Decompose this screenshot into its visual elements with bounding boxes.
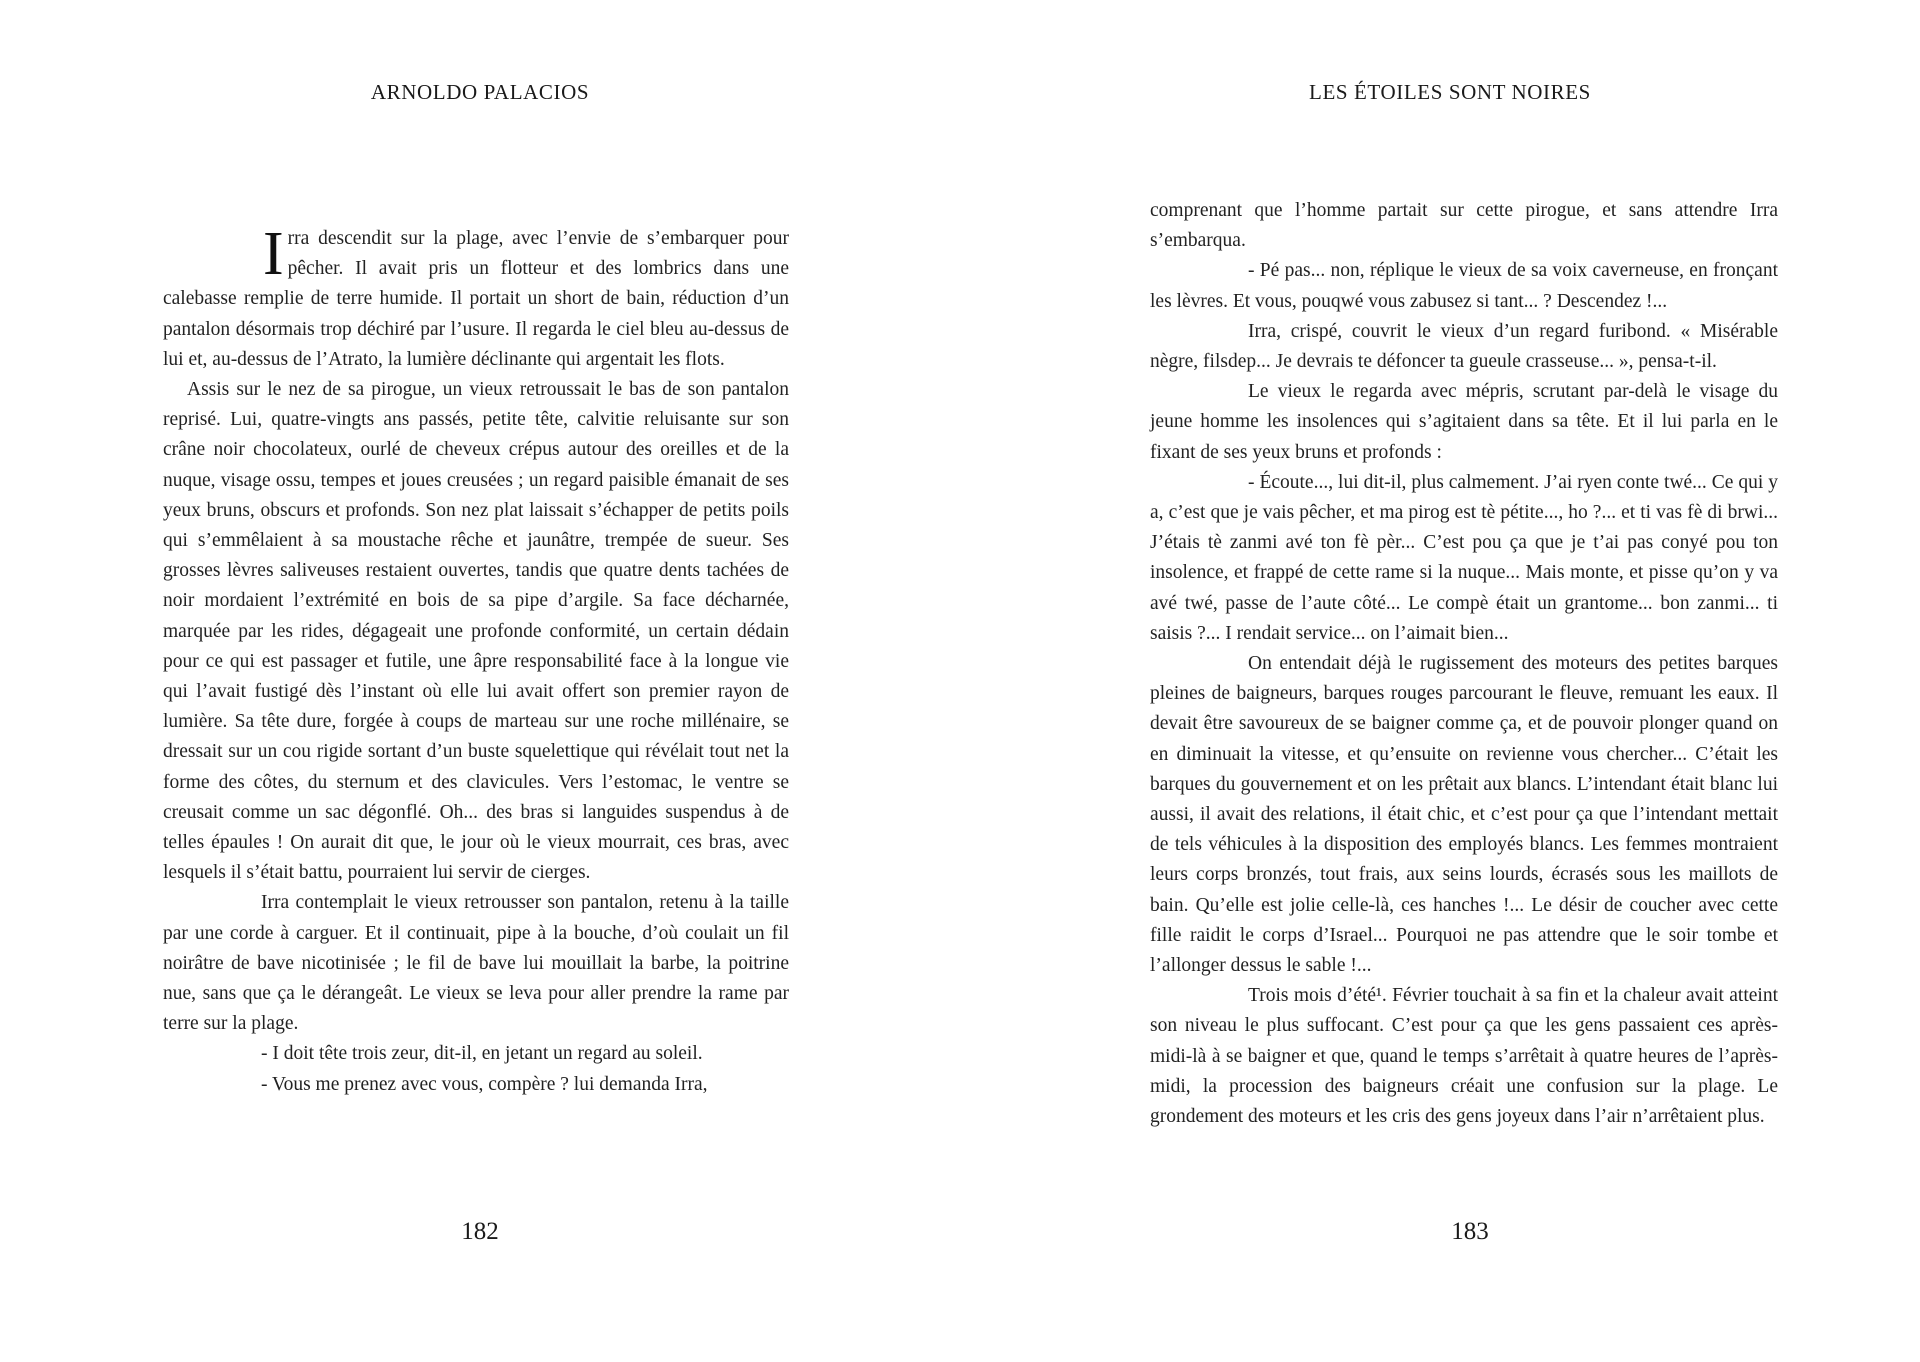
paragraph: Trois mois d’été¹. Février touchait à sa fin et la chaleur avait atteint son niveau le plus suffocant. C’est pour ça que les gens passaient ces après-midi-là à se baigner et que, quand le temps s’arrêtait à quatre heures de l’après-midi, la procession des baigneurs créait une confusion sur la plage. Le grondement des moteurs et les cris des gens joyeux dans l’air n’arrêtaient plus. xyxy=(1150,985,1778,1128)
paragraph: - Écoute..., lui dit-il, plus calmement. J’ai ryen conte twé... Ce qui y a, c’est que je vais pêcher, et ma pirog est tè pétite..., ho ?... et ti vas fè di brwi... J’étais tè zanmi avé ton fè pèr... C’est pou ça que je t’ai pas conyé pou ton insolence, et frappé de cette rame si la nuque... Mais monte, et pisse qu’on y va avé twé, passe de l’aute côté... Le compè était un grantome... bon zanmi... ti saisis ?... I rendait service... on l’aimait bien... xyxy=(1150,471,1778,644)
running-head-author: ARNOLDO PALACIOS xyxy=(370,80,590,104)
paragraph: comprenant que l’homme partait sur cette pirogue, et sans attendre Irra s’embarqua. xyxy=(1150,200,1778,252)
right-body-text xyxy=(1150,196,1778,1132)
paragraph: Assis sur le nez de sa pirogue, un vieux retroussait le bas de son pantalon reprisé. Lui, quatre-vingts ans passés, petite tête, calvitie reluisante sur son crâne noir chocolateux, ourlé de cheveux crépus autour des oreilles et de la nuque, visage ossu, tempes et joues creusées ; un regard paisible émanait de ses yeux bruns, obscurs et profonds. Son nez plat laissait s’échapper de petits poils qui s’emmêlaient à sa moustache rêche et jaunâtre, trempée de sueur. Ses grosses lèvres saliveuses restaient ouvertes, tandis que quatre dents tachées de noir mordaient l’extrémité en bois de sa pipe d’argile. Sa face décharnée, marquée par les rides, dégageait une profonde conformité, un certain dédain pour ce qui est passager et futile, une âpre responsabilité face à la longue vie qui l’avait fustigé dès l’instant où elle lui avait offert son premier rayon de lumière. Sa tête dure, forgée à coups de marteau sur une roche millénaire, se dressait sur un cou rigide sortant d’un buste squelettique qui révélait tout net la forme des côtes, du sternum et des clavicules. Vers l’estomac, le ventre se creusait comme un sac dégonflé. Oh... des bras si languides suspendus à de telles épaules ! On aurait dit que, le jour où le vieux mourrait, ces bras, avec lesquels il s’était battu, pourraient lui servir de cierges. xyxy=(163,379,789,884)
paragraph: - Pé pas... non, réplique le vieux de sa voix caverneuse, en fronçant les lèvres. Et vous, pouqwé vous zabusez si tant... ? Descendez !... xyxy=(1150,260,1778,312)
paragraph: - I doit tête trois zeur, dit-il, en jetant un regard au soleil. xyxy=(261,1043,703,1065)
left-body-text xyxy=(163,220,789,1100)
page-number: 182 xyxy=(461,1218,499,1245)
running-head-title: LES ÉTOILES SONT NOIRES xyxy=(1309,80,1591,104)
page-number: 183 xyxy=(1451,1218,1489,1245)
paragraph: - Vous me prenez avec vous, compère ? lui demanda Irra, xyxy=(261,1073,708,1095)
paragraph: Irra, crispé, couvrit le vieux d’un regard furibond. « Misérable nègre, filsdep... Je devrais te défoncer ta gueule crasseuse... », pensa-t-il. xyxy=(1150,320,1778,373)
paragraph xyxy=(163,220,789,375)
right-page xyxy=(960,0,1920,1362)
paragraph: Irra contemplait le vieux retrousser son pantalon, retenu à la taille par une corde à carguer. Et il continuait, pipe à la bouche, d’où coulait un fil noirâtre de bave nicotinisée ; le fil de bave lui mouillait la barbe, la poitrine nue, sans que ça le dérangeât. Le vieux se leva pour aller prendre la rame par terre sur la plage. xyxy=(163,892,789,1035)
paragraph-text: rra descendit sur la plage, avec l’envie de s’embarquer pour pêcher. Il avait pris un flotteur et des lombrics dans une calebasse remplie de terre humide. Il portait un short de bain, réduction d’un pantalon désormais trop déchiré par l’usure. Il regarda le ciel bleu au-dessus de lui et, au-dessus de l’Atrato, la lumière déclinante qui argentait les flots. xyxy=(163,228,789,370)
drop-cap: I xyxy=(263,220,284,288)
paragraph: Le vieux le regarda avec mépris, scrutant par-delà le visage du jeune homme les insolences qui s’agitaient dans sa tête. Et il lui parla en le fixant de ses yeux bruns et profonds : xyxy=(1150,381,1778,463)
paragraph: On entendait déjà le rugissement des moteurs des petites barques pleines de baigneurs, barques rouges parcourant le fleuve, remuant les eaux. Il devait être savoureux de se baigner comme ça, et de pouvoir plonger quand on en diminuait la vitesse, et qu’ensuite on revienne vous chercher... C’était les barques du gouvernement et on les prêtait aux blancs. L’intendant était blanc lui aussi, il avait des relations, il était chic, et c’est pour ça que l’intendant mettait de tels véhicules à la disposition des employés blancs. Les femmes montraient leurs corps bronzés, tout frais, aux seins lourds, écrasés sous les maillots de bain. Qu’elle est jolie celle-là, ces hanches !... Le désir de coucher avec cette fille raidit le corps d’Israel... Pourquoi ne pas attendre que le soir tombe et l’allonger dessus le sable !... xyxy=(1150,653,1778,977)
